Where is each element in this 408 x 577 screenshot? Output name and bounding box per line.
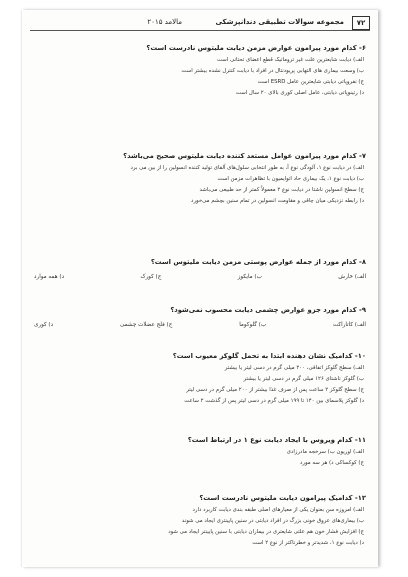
- option: الف) اوریون ب) سرخجه مادرزادی: [286, 449, 364, 455]
- question-title: ۹- کدام مورد جزو عوارض چشمی دیابت محسوب نمی‌شود؟: [170, 306, 366, 314]
- question-title: ۱۱- کدام ویروس با ایجاد دیابت نوع ۱ در ارتباط است؟: [187, 436, 366, 444]
- option: ج) کوکساکی د) هر سه مورد: [300, 460, 364, 466]
- page-number: ۷۲: [352, 16, 370, 30]
- option: د) دیابت نوع ۱، شدیدتر و خطرناکتر از نوع ۲ است: [252, 540, 364, 546]
- question-12: [34, 494, 366, 549]
- header-year: مالامد ۲۰۱۵: [147, 18, 182, 26]
- question-10: [34, 352, 366, 407]
- option: ج) افزایش فشار خون هم علتی شایعتری در بیماران دیابتی با سنین پایینتر ایجاد می شود: [168, 529, 364, 535]
- option: ب) مایکوز: [237, 274, 262, 280]
- option: ج) سطح انسولین ناشتا در دیابت نوع ۲ معمولاً کمتر از حد طبیعی می‌باشد: [199, 187, 364, 193]
- question-8: [34, 258, 366, 280]
- option: د) گلوکز پلاسمای بین ۱۴۰ تا ۱۹۹ میلی گرم در دسی لیتر پس از گذشت ۲ ساعت: [184, 398, 364, 404]
- option: ب) گلوکوما: [239, 322, 267, 328]
- option: الف) خارش: [338, 274, 366, 280]
- option: ج) فلج عضلات چشمی: [119, 322, 173, 328]
- option: ب) دیابت نوع ۱، یک بیماری حاد اتوایمیون با تظاهرات مزمن است: [217, 176, 364, 182]
- option: ب) گلوکز ناشتای ۱۲۶ میلی گرم در دسی لیتر یا بیشتر: [243, 376, 364, 382]
- option-row: [34, 322, 366, 328]
- option: ج) نفروپاتی دیابتی شایعترین عامل ESRD است: [257, 79, 364, 85]
- option: ب) بیماری‌های عروق خونی بزرگ در افراد دیابتی در سنین پایینتری ایجاد می شوند: [181, 518, 364, 524]
- option: ج) سطح گلوکز ۲ ساعت پس از صرف غذا بیشتر از ۲۰۰ میلی گرم در دسی لیتر: [186, 387, 364, 393]
- page-header: [30, 16, 370, 31]
- option: د) رابطه نزدیکی میان چاقی و مقاومت انسولین در تمام سنین بچشم می‌خورد: [191, 198, 364, 204]
- option: الف) امروزه سن بعنوان یکی از معیارهای اصلی طبقه بندی دیابت کاربرد دارد: [192, 507, 364, 513]
- book-page: [22, 10, 378, 567]
- question-title: ۱۲- کدامیک پیرامون دیابت ملیتوس نادرست است؟: [199, 494, 366, 502]
- option: الف) کاتاراکت: [332, 322, 366, 328]
- option: الف) دیابت شایعترین علت غیر تروماتیک قطع اعضای تحتانی است: [217, 57, 364, 63]
- option: ب) وسعت بیماری های التهابی پریودنتال در افراد با دیابت کنترل نشده بیشتر است: [181, 68, 364, 74]
- option: ج) کورک: [140, 274, 162, 280]
- question-9: [34, 306, 366, 328]
- option: د) همه موارد: [34, 274, 65, 280]
- option: د) کوری: [34, 322, 54, 328]
- header-title: مجموعه سوالات تطبیقی دندانپزشکی: [215, 18, 344, 26]
- question-6: [34, 44, 366, 99]
- option: الف) سطح گلوکز اتفاقی، ۲۰۰ میلی گرم در دسی لیتر یا بیشتر: [224, 365, 364, 371]
- question-title: ۱۰- کدامیک نشان دهنده ابتدا به تحمل گلوکز معیوب است؟: [172, 352, 366, 360]
- question-11: [34, 436, 366, 469]
- question-title: ۷- کدام مورد پیرامون عوامل مستعد کننده دیابت ملیتوس صحیح می‌باشد؟: [123, 152, 366, 160]
- question-title: ۸- کدام مورد از جمله عوارض پوستی مزمن دیابت ملیتوس است؟: [150, 258, 366, 266]
- question-title: ۶- کدام مورد پیرامون عوارض مزمن دیابت ملیتوس نادرست است؟: [146, 44, 366, 52]
- question-7: [34, 152, 366, 207]
- option: د) رتینوپاتی دیابتی، عامل اصلی کوری بالای ۲۰ سال است: [235, 90, 364, 96]
- option-row: [34, 274, 366, 280]
- option: الف) در دیابت نوع ۱، آلودگی نوع آ، به طور انتخابی سلول‌های آلفای تولید کننده انسولین را از بین می برد: [130, 165, 364, 171]
